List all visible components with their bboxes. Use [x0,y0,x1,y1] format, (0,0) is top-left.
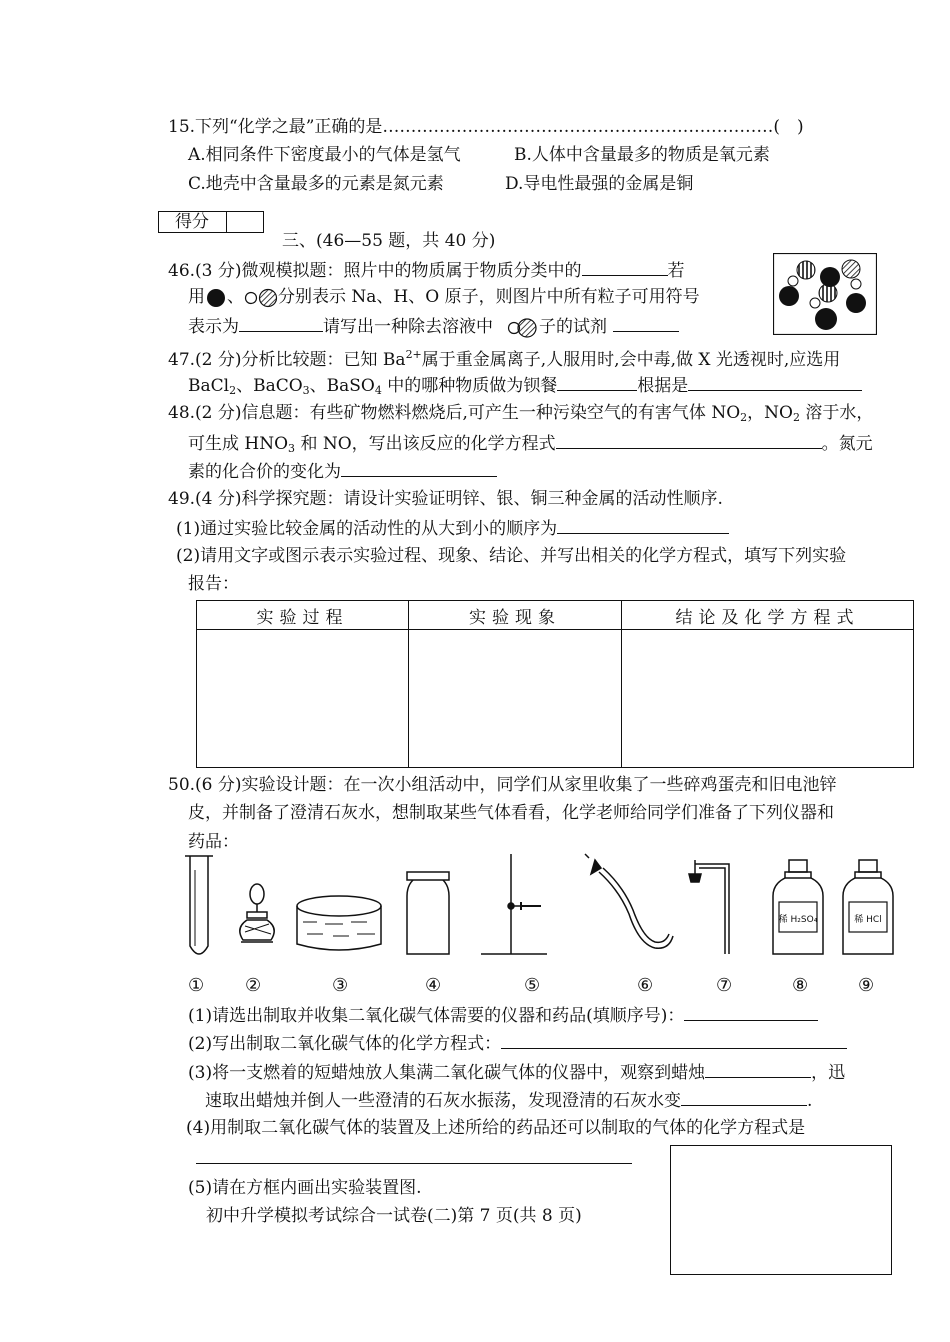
q50-sub3b [205,1088,812,1112]
q47-line2 [188,373,862,402]
q48-line1 [168,402,873,429]
q50-s3a-text: (3)将一支燃着的短蜡烛放人集满二氧化碳气体的仪器中，观察到蜡烛 [188,1063,706,1083]
q50-line2: 皮，并制备了澄清石灰水，想制取某些气体看看，化学老师给同学们准备了下列仪器和 [188,803,834,823]
apparatus-num-4: ④ [425,975,442,996]
q50-blank3[interactable] [705,1060,811,1078]
q48-line3 [188,459,497,483]
apparatus-illustration [175,850,895,970]
gas-jar-icon [407,872,449,954]
q46-line1 [168,258,685,282]
q49-line3: (2)请用文字或图示表示实验过程、现象、结论、并写出相关的化学方程式，填写下列实验 [176,546,847,566]
q46-text3b: 请写出一种除去溶液中 [323,317,493,337]
hatched-atom-icon [258,288,278,308]
q46-text3a: 表示为 [188,317,239,337]
q46-blank1[interactable] [582,258,668,276]
q47-blank1[interactable] [557,373,637,391]
q47-text1a: 47.(2 分)分析比较题：已知 Ba [168,350,406,370]
q15-stem: 15.下列“化学之最”正确的是……………………………………………………………( ) [168,117,804,137]
q47-text2: 中的哪种物质做为钡餐 [381,376,558,396]
q50-s3a-tail: ，迅 [811,1063,846,1083]
q50-s1-text: (1)请选出制取并收集二氧化碳气体需要的仪器和药品(填顺序号)： [188,1006,685,1026]
glass-tube-icon [689,860,729,954]
q48-text2b: 和 NO，写出该反应的化学方程式 [295,434,556,454]
q46-sep: 、 [227,287,244,307]
q49-line2 [176,516,729,540]
apparatus-num-7: ⑦ [716,975,733,996]
q50-sub3a [188,1060,845,1084]
q46-text2: 分别表示 Na、H、O 原子，则图片中所有粒子可用符号 [278,287,700,307]
q49-line4: 报告： [188,574,239,594]
particle-photo [773,253,877,335]
q50-blank2[interactable] [501,1031,847,1049]
cell-conclusion[interactable] [622,630,914,768]
apparatus-num-9: ⑨ [858,975,875,996]
q49-text2: (1)通过实验比较金属的活动性的从大到小的顺序为 [176,519,558,539]
water-trough-icon [297,896,381,950]
apparatus-num-1: ① [188,975,205,996]
sulfuric-acid-bottle-icon [773,860,823,954]
q48-blank1[interactable] [556,431,822,449]
q50-blank1[interactable] [684,1003,818,1021]
header-process: 实验过程 [197,601,409,630]
q48-line2 [188,431,873,460]
q47-baso: 、BaSO [309,376,375,396]
hydroxide-ion-icon [505,317,539,339]
q46-text3c: 子的试剂 [539,317,607,337]
q50-s3b-text: 速取出蜡烛并倒人一些澄清的石灰水振荡，发现澄清的石灰水变 [205,1091,681,1111]
q47-charge: 2+ [405,348,422,361]
q15-option-a: A.相同条件下密度最小的气体是氢气 [188,145,461,165]
q49-blank1[interactable] [557,516,729,534]
q50-blank5[interactable] [196,1163,632,1164]
q15-option-b: B.人体中含量最多的物质是氧元素 [514,145,770,165]
q50-line1: 50.(6 分)实验设计题：在一次小组活动中，同学们从家里收集了一些碎鸡蛋壳和旧电池锌 [168,775,837,795]
q15-option-c: C.地壳中含量最多的元素是氮元素 [188,174,444,194]
q47-line1 [168,344,840,371]
q47-blank2[interactable] [688,373,862,391]
section-title: 三、(46—55 题，共 40 分) [282,231,496,251]
q50-line3: 药品： [188,832,239,852]
q47-text1b: 属于重金属离子,人服用时,会中毒,做 X 光透视时,应选用 [421,350,841,370]
white-atom-icon [244,288,258,308]
q48-text2a: 可生成 HNO [188,434,289,454]
test-tube-icon [185,856,213,954]
q15-option-d: D.导电性最强的金属是铜 [505,174,694,194]
q46-blank3[interactable] [613,314,679,332]
drawing-answer-box[interactable] [670,1145,892,1275]
apparatus-num-5: ⑤ [524,975,541,996]
cell-phenomenon[interactable] [409,630,622,768]
apparatus-num-2: ② [245,975,262,996]
q50-sub2 [188,1031,847,1055]
bottle8-label: 稀 H₂SO₄ [778,915,818,925]
q50-s2-text: (2)写出制取二氧化碳气体的化学方程式： [188,1034,502,1054]
cell-process[interactable] [197,630,409,768]
hydrochloric-acid-bottle-icon [843,860,893,954]
q47-sub-a: 2 [229,384,237,397]
q46-blank2[interactable] [239,314,323,332]
header-phenomenon: 实验现象 [409,601,622,630]
q48-text3: 素的化合价的变化为 [188,462,341,482]
q47-baco: 、BaCO [236,376,303,396]
q46-line2 [188,286,700,308]
q50-sub5: (5)请在方框内画出实验装置图. [188,1178,422,1198]
q49-line1: 49.(4 分)科学探究题：请设计实验证明锌、银、铜三种金属的活动性顺序. [168,489,723,509]
q46-text1: 46.(3 分)微观模拟题：照片中的物质属于物质分类中的 [168,261,582,281]
delivery-tube-icon [585,854,673,948]
score-box [158,211,264,233]
q48-sub1: 2 [740,411,748,424]
score-label: 得分 [175,212,209,232]
q48-blank2[interactable] [341,459,497,477]
q48-text1b: ，NO [747,403,793,423]
q47-bacl: BaCl [188,376,230,396]
q48-sub2: 2 [792,411,800,424]
q48-text1a: 48.(2 分)信息题：有些矿物燃料燃烧后,可产生一种污染空气的有害气体 NO [168,403,741,423]
apparatus-num-8: ⑧ [792,975,809,996]
q48-sub3: 3 [288,442,296,455]
q46-yong: 用 [188,287,205,307]
q48-text1c: 溶于水， [799,403,874,423]
page-footer: 初中升学模拟考试综合一试卷(二)第 7 页(共 8 页) [206,1206,582,1226]
q50-s3b-tail: . [807,1091,813,1111]
bottle9-label: 稀 HCl [854,915,882,925]
score-cell [226,212,264,232]
q50-blank4[interactable] [681,1088,807,1106]
q50-sub4: (4)用制取二氧化碳气体的装置及上述所给的药品还可以制取的气体的化学方程式是 [186,1118,806,1138]
experiment-report-table [196,600,914,768]
q50-sub1 [188,1003,818,1027]
q47-reason: 根据是 [637,376,689,396]
q47-sub-b: 3 [302,384,310,397]
black-atom-icon [205,288,227,308]
q47-sub-c: 4 [374,384,382,397]
q46-line3 [188,314,679,339]
apparatus-num-6: ⑥ [637,975,654,996]
header-conclusion: 结论及化学方程式 [622,601,914,630]
q48-text2c: 。氮元 [821,434,873,454]
apparatus-num-3: ③ [332,975,349,996]
iron-stand-icon [481,854,547,954]
alcohol-lamp-icon [240,884,274,942]
q46-tail: 若 [667,261,685,281]
